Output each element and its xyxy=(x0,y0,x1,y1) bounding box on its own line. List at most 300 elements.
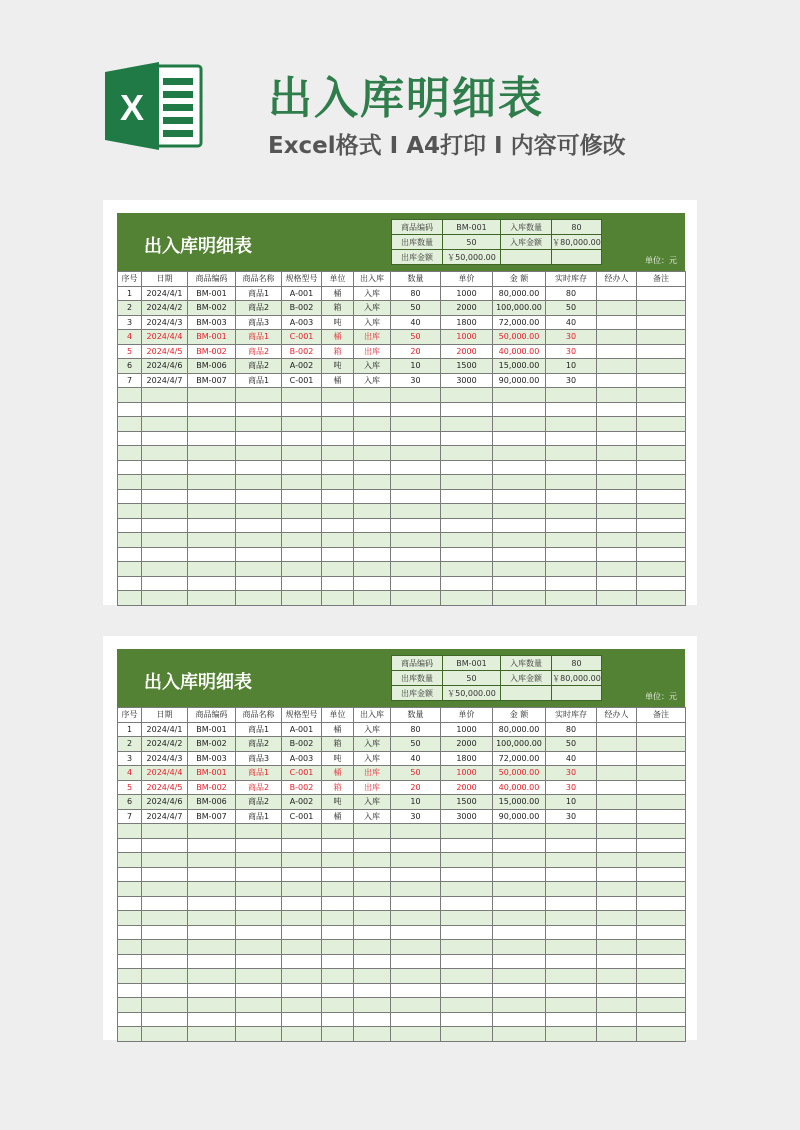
empty-cell[interactable] xyxy=(354,998,391,1013)
empty-cell[interactable] xyxy=(236,969,282,984)
empty-cell[interactable] xyxy=(354,824,391,839)
empty-cell[interactable] xyxy=(441,925,493,940)
empty-cell[interactable] xyxy=(282,547,322,562)
empty-cell[interactable] xyxy=(637,969,686,984)
table-cell[interactable]: 1 xyxy=(118,286,142,301)
empty-cell[interactable] xyxy=(118,591,142,606)
table-cell[interactable]: BM-006 xyxy=(188,359,236,374)
empty-cell[interactable] xyxy=(546,1027,597,1042)
empty-cell[interactable] xyxy=(188,1012,236,1027)
table-cell[interactable]: 100,000.00 xyxy=(493,301,546,316)
table-cell[interactable] xyxy=(637,722,686,737)
empty-cell[interactable] xyxy=(391,1027,441,1042)
empty-cell[interactable] xyxy=(282,431,322,446)
empty-cell[interactable] xyxy=(441,1027,493,1042)
table-cell[interactable] xyxy=(597,751,637,766)
empty-cell[interactable] xyxy=(637,402,686,417)
table-cell[interactable]: BM-002 xyxy=(188,780,236,795)
table-cell[interactable] xyxy=(637,780,686,795)
table-cell[interactable]: 商品2 xyxy=(236,795,282,810)
empty-cell[interactable] xyxy=(142,911,188,926)
table-cell[interactable] xyxy=(597,373,637,388)
table-cell[interactable]: B-002 xyxy=(282,344,322,359)
empty-cell[interactable] xyxy=(493,460,546,475)
empty-cell[interactable] xyxy=(546,402,597,417)
table-cell[interactable]: 2024/4/7 xyxy=(142,809,188,824)
table-cell[interactable]: 50 xyxy=(391,737,441,752)
table-cell[interactable]: 商品1 xyxy=(236,722,282,737)
empty-cell[interactable] xyxy=(493,911,546,926)
table-cell[interactable]: A-002 xyxy=(282,795,322,810)
empty-cell[interactable] xyxy=(391,824,441,839)
empty-cell[interactable] xyxy=(441,591,493,606)
table-cell[interactable]: 2024/4/2 xyxy=(142,301,188,316)
empty-cell[interactable] xyxy=(282,388,322,403)
empty-cell[interactable] xyxy=(118,402,142,417)
empty-cell[interactable] xyxy=(236,547,282,562)
empty-cell[interactable] xyxy=(441,853,493,868)
empty-cell[interactable] xyxy=(354,983,391,998)
table-cell[interactable]: 入库 xyxy=(354,301,391,316)
empty-cell[interactable] xyxy=(188,1027,236,1042)
table-cell[interactable]: 2024/4/1 xyxy=(142,722,188,737)
table-cell[interactable] xyxy=(597,301,637,316)
empty-cell[interactable] xyxy=(236,431,282,446)
empty-cell[interactable] xyxy=(282,896,322,911)
table-cell[interactable]: 40 xyxy=(391,315,441,330)
empty-cell[interactable] xyxy=(236,838,282,853)
empty-cell[interactable] xyxy=(391,417,441,432)
table-cell[interactable] xyxy=(637,286,686,301)
table-cell[interactable] xyxy=(597,344,637,359)
empty-cell[interactable] xyxy=(282,838,322,853)
empty-cell[interactable] xyxy=(118,417,142,432)
empty-cell[interactable] xyxy=(282,824,322,839)
table-cell[interactable]: A-003 xyxy=(282,751,322,766)
empty-cell[interactable] xyxy=(493,983,546,998)
empty-cell[interactable] xyxy=(546,867,597,882)
table-cell[interactable]: 3 xyxy=(118,751,142,766)
empty-cell[interactable] xyxy=(493,824,546,839)
empty-cell[interactable] xyxy=(282,853,322,868)
empty-cell[interactable] xyxy=(118,838,142,853)
empty-cell[interactable] xyxy=(118,853,142,868)
empty-cell[interactable] xyxy=(322,518,354,533)
empty-cell[interactable] xyxy=(142,475,188,490)
table-cell[interactable] xyxy=(597,795,637,810)
empty-cell[interactable] xyxy=(441,824,493,839)
empty-cell[interactable] xyxy=(236,983,282,998)
table-cell[interactable]: BM-001 xyxy=(188,330,236,345)
table-cell[interactable]: 1 xyxy=(118,722,142,737)
empty-cell[interactable] xyxy=(354,388,391,403)
empty-cell[interactable] xyxy=(322,824,354,839)
empty-cell[interactable] xyxy=(322,911,354,926)
table-cell[interactable]: 15,000.00 xyxy=(493,795,546,810)
empty-cell[interactable] xyxy=(637,533,686,548)
empty-cell[interactable] xyxy=(322,998,354,1013)
empty-cell[interactable] xyxy=(493,431,546,446)
empty-cell[interactable] xyxy=(322,838,354,853)
table-cell[interactable]: 桶 xyxy=(322,766,354,781)
empty-cell[interactable] xyxy=(637,867,686,882)
empty-cell[interactable] xyxy=(188,562,236,577)
empty-cell[interactable] xyxy=(597,925,637,940)
table-cell[interactable]: A-003 xyxy=(282,315,322,330)
empty-cell[interactable] xyxy=(188,998,236,1013)
empty-cell[interactable] xyxy=(354,518,391,533)
empty-cell[interactable] xyxy=(391,853,441,868)
empty-cell[interactable] xyxy=(142,838,188,853)
empty-cell[interactable] xyxy=(188,954,236,969)
table-cell[interactable]: B-002 xyxy=(282,780,322,795)
empty-cell[interactable] xyxy=(546,417,597,432)
empty-cell[interactable] xyxy=(188,533,236,548)
empty-cell[interactable] xyxy=(322,983,354,998)
empty-cell[interactable] xyxy=(637,591,686,606)
table-cell[interactable]: 2024/4/6 xyxy=(142,795,188,810)
table-cell[interactable]: 入库 xyxy=(354,795,391,810)
empty-cell[interactable] xyxy=(493,940,546,955)
empty-cell[interactable] xyxy=(441,954,493,969)
table-cell[interactable]: 10 xyxy=(546,795,597,810)
empty-cell[interactable] xyxy=(142,882,188,897)
empty-cell[interactable] xyxy=(142,460,188,475)
empty-cell[interactable] xyxy=(597,417,637,432)
empty-cell[interactable] xyxy=(354,896,391,911)
table-cell[interactable]: 2024/4/7 xyxy=(142,373,188,388)
empty-cell[interactable] xyxy=(493,518,546,533)
empty-cell[interactable] xyxy=(188,460,236,475)
table-cell[interactable]: 40 xyxy=(391,751,441,766)
table-cell[interactable] xyxy=(597,780,637,795)
table-cell[interactable]: 1000 xyxy=(441,330,493,345)
empty-cell[interactable] xyxy=(354,446,391,461)
empty-cell[interactable] xyxy=(282,460,322,475)
empty-cell[interactable] xyxy=(236,533,282,548)
empty-cell[interactable] xyxy=(391,504,441,519)
empty-cell[interactable] xyxy=(637,504,686,519)
table-cell[interactable]: 3000 xyxy=(441,373,493,388)
empty-cell[interactable] xyxy=(354,489,391,504)
empty-cell[interactable] xyxy=(354,867,391,882)
empty-cell[interactable] xyxy=(637,460,686,475)
table-cell[interactable]: BM-002 xyxy=(188,301,236,316)
table-cell[interactable]: 商品3 xyxy=(236,315,282,330)
empty-cell[interactable] xyxy=(322,867,354,882)
empty-cell[interactable] xyxy=(597,867,637,882)
empty-cell[interactable] xyxy=(493,446,546,461)
empty-cell[interactable] xyxy=(142,576,188,591)
empty-cell[interactable] xyxy=(441,402,493,417)
table-cell[interactable]: 入库 xyxy=(354,751,391,766)
empty-cell[interactable] xyxy=(546,533,597,548)
empty-cell[interactable] xyxy=(118,431,142,446)
table-cell[interactable]: 2024/4/4 xyxy=(142,330,188,345)
empty-cell[interactable] xyxy=(637,838,686,853)
table-cell[interactable]: 1000 xyxy=(441,766,493,781)
empty-cell[interactable] xyxy=(546,954,597,969)
empty-cell[interactable] xyxy=(493,504,546,519)
empty-cell[interactable] xyxy=(188,591,236,606)
empty-cell[interactable] xyxy=(546,940,597,955)
empty-cell[interactable] xyxy=(546,591,597,606)
empty-cell[interactable] xyxy=(188,518,236,533)
table-cell[interactable]: 30 xyxy=(391,373,441,388)
empty-cell[interactable] xyxy=(597,388,637,403)
table-cell[interactable]: A-001 xyxy=(282,722,322,737)
empty-cell[interactable] xyxy=(142,1012,188,1027)
empty-cell[interactable] xyxy=(118,882,142,897)
empty-cell[interactable] xyxy=(391,402,441,417)
empty-cell[interactable] xyxy=(391,547,441,562)
empty-cell[interactable] xyxy=(354,911,391,926)
empty-cell[interactable] xyxy=(493,533,546,548)
table-cell[interactable]: 商品2 xyxy=(236,344,282,359)
empty-cell[interactable] xyxy=(236,460,282,475)
empty-cell[interactable] xyxy=(493,954,546,969)
empty-cell[interactable] xyxy=(142,504,188,519)
table-cell[interactable]: BM-007 xyxy=(188,373,236,388)
empty-cell[interactable] xyxy=(188,940,236,955)
empty-cell[interactable] xyxy=(354,1012,391,1027)
table-cell[interactable]: 30 xyxy=(546,766,597,781)
empty-cell[interactable] xyxy=(118,824,142,839)
table-cell[interactable]: 吨 xyxy=(322,359,354,374)
empty-cell[interactable] xyxy=(493,417,546,432)
table-cell[interactable]: 桶 xyxy=(322,373,354,388)
empty-cell[interactable] xyxy=(597,518,637,533)
empty-cell[interactable] xyxy=(142,925,188,940)
table-cell[interactable]: 入库 xyxy=(354,315,391,330)
empty-cell[interactable] xyxy=(322,504,354,519)
table-cell[interactable]: B-002 xyxy=(282,737,322,752)
empty-cell[interactable] xyxy=(118,925,142,940)
empty-cell[interactable] xyxy=(118,940,142,955)
table-cell[interactable]: 吨 xyxy=(322,751,354,766)
table-cell[interactable]: 7 xyxy=(118,809,142,824)
empty-cell[interactable] xyxy=(118,446,142,461)
empty-cell[interactable] xyxy=(546,896,597,911)
empty-cell[interactable] xyxy=(637,562,686,577)
empty-cell[interactable] xyxy=(236,998,282,1013)
empty-cell[interactable] xyxy=(391,954,441,969)
table-cell[interactable]: 7 xyxy=(118,373,142,388)
table-cell[interactable]: BM-006 xyxy=(188,795,236,810)
table-cell[interactable]: 40,000.00 xyxy=(493,780,546,795)
empty-cell[interactable] xyxy=(354,504,391,519)
empty-cell[interactable] xyxy=(236,402,282,417)
table-cell[interactable] xyxy=(637,301,686,316)
table-cell[interactable]: 20 xyxy=(391,780,441,795)
empty-cell[interactable] xyxy=(597,431,637,446)
empty-cell[interactable] xyxy=(354,838,391,853)
table-cell[interactable]: 50 xyxy=(391,330,441,345)
table-cell[interactable]: 商品1 xyxy=(236,286,282,301)
empty-cell[interactable] xyxy=(118,969,142,984)
empty-cell[interactable] xyxy=(142,824,188,839)
table-cell[interactable]: BM-003 xyxy=(188,315,236,330)
table-cell[interactable]: C-001 xyxy=(282,330,322,345)
table-cell[interactable]: 80 xyxy=(546,286,597,301)
empty-cell[interactable] xyxy=(597,489,637,504)
empty-cell[interactable] xyxy=(354,853,391,868)
table-cell[interactable]: 40 xyxy=(546,751,597,766)
table-cell[interactable]: 2024/4/4 xyxy=(142,766,188,781)
empty-cell[interactable] xyxy=(391,460,441,475)
empty-cell[interactable] xyxy=(282,562,322,577)
empty-cell[interactable] xyxy=(118,998,142,1013)
empty-cell[interactable] xyxy=(282,911,322,926)
empty-cell[interactable] xyxy=(322,1012,354,1027)
table-cell[interactable]: 10 xyxy=(546,359,597,374)
empty-cell[interactable] xyxy=(322,1027,354,1042)
empty-cell[interactable] xyxy=(142,388,188,403)
empty-cell[interactable] xyxy=(322,547,354,562)
table-cell[interactable]: 90,000.00 xyxy=(493,809,546,824)
empty-cell[interactable] xyxy=(118,1012,142,1027)
empty-cell[interactable] xyxy=(597,940,637,955)
table-cell[interactable]: 2024/4/3 xyxy=(142,315,188,330)
table-cell[interactable]: 4 xyxy=(118,766,142,781)
empty-cell[interactable] xyxy=(391,998,441,1013)
empty-cell[interactable] xyxy=(391,591,441,606)
empty-cell[interactable] xyxy=(188,446,236,461)
empty-cell[interactable] xyxy=(637,824,686,839)
table-cell[interactable]: 2000 xyxy=(441,301,493,316)
empty-cell[interactable] xyxy=(188,882,236,897)
table-cell[interactable]: 10 xyxy=(391,795,441,810)
empty-cell[interactable] xyxy=(441,533,493,548)
table-cell[interactable]: BM-002 xyxy=(188,344,236,359)
empty-cell[interactable] xyxy=(282,417,322,432)
table-cell[interactable]: 2024/4/6 xyxy=(142,359,188,374)
empty-cell[interactable] xyxy=(118,576,142,591)
empty-cell[interactable] xyxy=(597,954,637,969)
table-cell[interactable]: 2 xyxy=(118,737,142,752)
empty-cell[interactable] xyxy=(142,518,188,533)
empty-cell[interactable] xyxy=(354,547,391,562)
empty-cell[interactable] xyxy=(493,388,546,403)
table-cell[interactable] xyxy=(637,330,686,345)
empty-cell[interactable] xyxy=(322,475,354,490)
empty-cell[interactable] xyxy=(322,460,354,475)
empty-cell[interactable] xyxy=(354,969,391,984)
empty-cell[interactable] xyxy=(637,940,686,955)
empty-cell[interactable] xyxy=(188,475,236,490)
table-cell[interactable] xyxy=(637,751,686,766)
empty-cell[interactable] xyxy=(142,983,188,998)
empty-cell[interactable] xyxy=(637,1027,686,1042)
empty-cell[interactable] xyxy=(493,838,546,853)
empty-cell[interactable] xyxy=(546,475,597,490)
empty-cell[interactable] xyxy=(637,998,686,1013)
table-cell[interactable]: 桶 xyxy=(322,809,354,824)
table-cell[interactable] xyxy=(637,737,686,752)
empty-cell[interactable] xyxy=(322,954,354,969)
empty-cell[interactable] xyxy=(354,925,391,940)
empty-cell[interactable] xyxy=(441,896,493,911)
empty-cell[interactable] xyxy=(391,969,441,984)
empty-cell[interactable] xyxy=(493,475,546,490)
table-cell[interactable]: 50,000.00 xyxy=(493,766,546,781)
empty-cell[interactable] xyxy=(493,882,546,897)
empty-cell[interactable] xyxy=(391,533,441,548)
empty-cell[interactable] xyxy=(637,1012,686,1027)
empty-cell[interactable] xyxy=(391,940,441,955)
empty-cell[interactable] xyxy=(441,547,493,562)
table-cell[interactable]: 桶 xyxy=(322,330,354,345)
table-cell[interactable]: 80 xyxy=(391,722,441,737)
empty-cell[interactable] xyxy=(322,940,354,955)
empty-cell[interactable] xyxy=(391,562,441,577)
empty-cell[interactable] xyxy=(597,896,637,911)
empty-cell[interactable] xyxy=(391,983,441,998)
table-cell[interactable]: 商品2 xyxy=(236,359,282,374)
empty-cell[interactable] xyxy=(236,576,282,591)
empty-cell[interactable] xyxy=(637,911,686,926)
table-cell[interactable]: A-002 xyxy=(282,359,322,374)
empty-cell[interactable] xyxy=(282,1027,322,1042)
table-cell[interactable]: 桶 xyxy=(322,722,354,737)
empty-cell[interactable] xyxy=(118,896,142,911)
empty-cell[interactable] xyxy=(391,431,441,446)
empty-cell[interactable] xyxy=(282,591,322,606)
table-cell[interactable]: 2024/4/2 xyxy=(142,737,188,752)
table-cell[interactable]: BM-001 xyxy=(188,286,236,301)
empty-cell[interactable] xyxy=(142,1027,188,1042)
table-cell[interactable]: 30 xyxy=(546,780,597,795)
empty-cell[interactable] xyxy=(118,867,142,882)
empty-cell[interactable] xyxy=(282,882,322,897)
empty-cell[interactable] xyxy=(546,489,597,504)
table-cell[interactable]: 箱 xyxy=(322,780,354,795)
table-cell[interactable] xyxy=(637,766,686,781)
table-cell[interactable]: 40 xyxy=(546,315,597,330)
empty-cell[interactable] xyxy=(637,547,686,562)
empty-cell[interactable] xyxy=(546,853,597,868)
empty-cell[interactable] xyxy=(441,504,493,519)
empty-cell[interactable] xyxy=(142,940,188,955)
table-cell[interactable]: 2000 xyxy=(441,344,493,359)
table-cell[interactable]: 1800 xyxy=(441,751,493,766)
empty-cell[interactable] xyxy=(441,489,493,504)
empty-cell[interactable] xyxy=(354,562,391,577)
table-cell[interactable]: 30 xyxy=(546,809,597,824)
empty-cell[interactable] xyxy=(597,576,637,591)
empty-cell[interactable] xyxy=(118,518,142,533)
empty-cell[interactable] xyxy=(597,983,637,998)
table-cell[interactable]: 4 xyxy=(118,330,142,345)
empty-cell[interactable] xyxy=(637,925,686,940)
empty-cell[interactable] xyxy=(493,489,546,504)
empty-cell[interactable] xyxy=(493,1012,546,1027)
table-cell[interactable]: 2024/4/5 xyxy=(142,344,188,359)
table-cell[interactable] xyxy=(637,315,686,330)
empty-cell[interactable] xyxy=(546,562,597,577)
empty-cell[interactable] xyxy=(493,591,546,606)
empty-cell[interactable] xyxy=(282,489,322,504)
empty-cell[interactable] xyxy=(322,853,354,868)
table-cell[interactable]: BM-002 xyxy=(188,737,236,752)
table-cell[interactable]: 出库 xyxy=(354,330,391,345)
empty-cell[interactable] xyxy=(236,446,282,461)
empty-cell[interactable] xyxy=(142,562,188,577)
empty-cell[interactable] xyxy=(188,853,236,868)
empty-cell[interactable] xyxy=(597,838,637,853)
empty-cell[interactable] xyxy=(118,475,142,490)
table-cell[interactable]: A-001 xyxy=(282,286,322,301)
